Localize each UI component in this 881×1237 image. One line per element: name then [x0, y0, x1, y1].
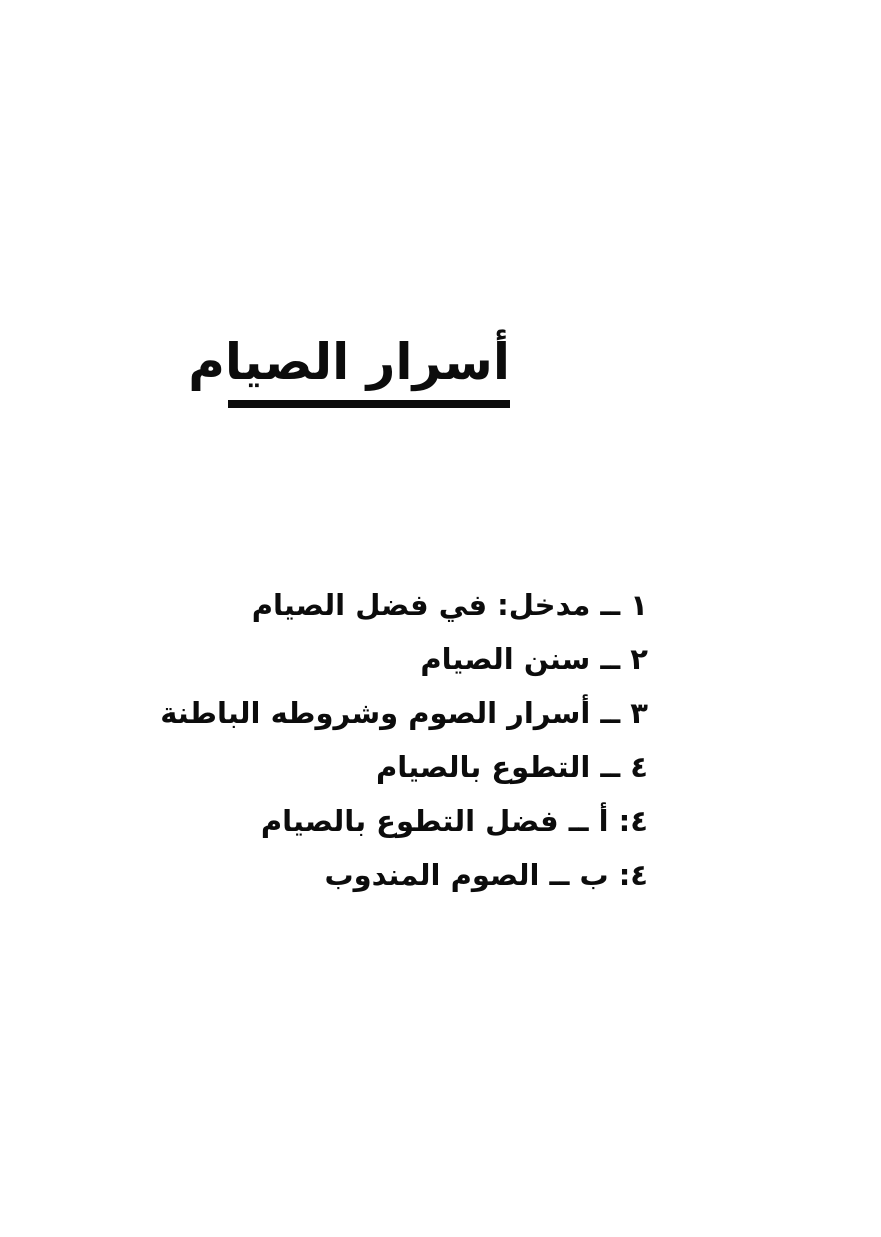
page-title: أسرار الصيام	[188, 333, 510, 391]
toc-item-4a: ٤: أ ــ فضل التطوع بالصيام	[260, 804, 648, 838]
toc-item-4: ٤ ــ التطوع بالصيام	[376, 750, 648, 784]
toc-item-1: ١ ــ مدخل: في فضل الصيام	[251, 588, 648, 622]
toc-item-3: ٣ ــ أسرار الصوم وشروطه الباطنة	[160, 696, 648, 730]
title-underline	[228, 400, 510, 408]
toc-list	[160, 578, 648, 902]
toc-item-2: ٢ ــ سنن الصيام	[420, 642, 648, 676]
title-block	[188, 328, 510, 408]
toc-item-4b: ٤: ب ــ الصوم المندوب	[324, 858, 648, 892]
